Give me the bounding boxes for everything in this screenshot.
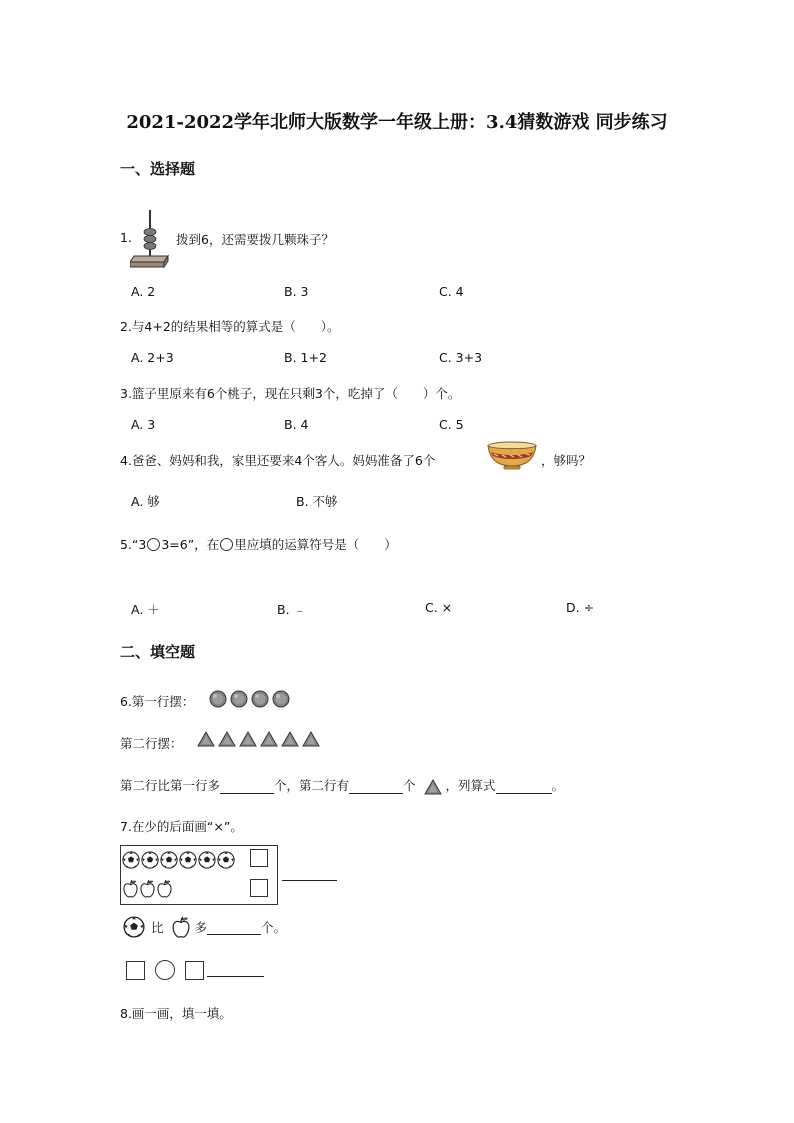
row-1-discs (209, 690, 290, 708)
soccer-ball-icon (160, 851, 178, 869)
section-heading-fill: 二、填空题 (120, 643, 196, 661)
question-5-part-2: 3=6”，在 (161, 537, 220, 552)
question-7-compare-1: 比 (151, 920, 164, 935)
disc-icon (209, 690, 227, 708)
question-4-option-b[interactable]: B. 不够 (296, 494, 338, 509)
question-6-part-1: 第二行比第一行多 (120, 778, 221, 793)
triangle-icon (218, 731, 236, 747)
answer-box-apples[interactable] (250, 879, 268, 897)
question-1-option-c[interactable]: C. 4 (439, 284, 464, 299)
row-2-triangles (197, 731, 320, 747)
question-4-option-a[interactable]: A. 够 (131, 494, 160, 509)
question-1-text: 拨到6，还需要拨几颗珠子？ (176, 232, 334, 247)
bowl-icon (486, 441, 538, 474)
question-8-text: 8.画一画，填一填。 (120, 1006, 232, 1021)
question-2-text: 2.与4+2的结果相等的算式是（ ）。 (120, 319, 340, 334)
section-heading-choice: 一、选择题 (120, 160, 196, 178)
question-1-option-a[interactable]: A. 2 (131, 284, 156, 299)
number-box[interactable] (185, 961, 204, 980)
question-3-option-b[interactable]: B. 4 (284, 417, 309, 432)
operator-circle-icon (147, 538, 160, 551)
triangle-icon (302, 731, 320, 747)
question-3-option-a[interactable]: A. 3 (131, 417, 156, 432)
disc-icon (272, 690, 290, 708)
question-7-compare-3: 个。 (261, 920, 287, 935)
question-5-option-a[interactable]: A. ＋ (131, 602, 160, 617)
compare-box (120, 845, 278, 905)
soccer-ball-icon (198, 851, 216, 869)
question-2-option-b[interactable]: B. 1+2 (284, 350, 327, 365)
question-6-part-3: 个 (403, 778, 416, 793)
triangle-icon (424, 779, 442, 795)
apple-icon (140, 879, 155, 898)
soccer-ball-icon (217, 851, 235, 869)
apple-icon (123, 879, 138, 898)
apple-icon (157, 879, 172, 898)
question-6-row-2-label: 第二行摆： (120, 736, 183, 751)
question-6-part-4: ，列算式 (445, 778, 496, 793)
soccer-ball-icon (123, 916, 145, 938)
operator-circle-icon (220, 538, 233, 551)
answer-line[interactable] (282, 880, 337, 881)
disc-icon (230, 690, 248, 708)
question-4-text-end: ，够吗？ (541, 453, 592, 468)
answer-box-balls[interactable] (250, 849, 268, 867)
question-7-compare-2: 多 (194, 920, 208, 935)
abacus-icon (130, 208, 170, 273)
apple-icon (172, 915, 190, 939)
question-6-sentence (120, 776, 564, 795)
question-4-text: 4.爸爸、妈妈和我，家里还要来4个客人。妈妈准备了6个 (120, 453, 436, 468)
triangle-icon (260, 731, 278, 747)
answer-blank[interactable] (349, 778, 403, 794)
number-box[interactable] (126, 961, 145, 980)
soccer-ball-icon (141, 851, 159, 869)
question-6-row-1-label: 6.第一行摆： (120, 694, 195, 709)
soccer-ball-icon (179, 851, 197, 869)
soccer-ball-icon (122, 851, 140, 869)
balls-row (122, 851, 235, 869)
question-5-part-3: 里应填的运算符号是（ ） (234, 537, 397, 552)
triangle-icon (197, 731, 215, 747)
disc-icon (251, 690, 269, 708)
page-title: 2021-2022学年北师大版数学一年级上册：3.4猜数游戏 同步练习 (126, 112, 668, 133)
question-5-option-c[interactable]: C. × (425, 600, 453, 615)
question-1-number: 1. (120, 230, 132, 245)
triangle-icon (239, 731, 257, 747)
question-5-part-1: 5.“3 (120, 537, 147, 552)
answer-blank[interactable] (496, 778, 552, 794)
question-2-option-a[interactable]: A. 2+3 (131, 350, 174, 365)
answer-blank[interactable] (220, 778, 274, 794)
equation-boxes (126, 960, 204, 980)
question-5-text (120, 535, 397, 553)
question-3-text: 3.篮子里原来有6个桃子，现在只剩3个，吃掉了（ ）个。 (120, 386, 461, 401)
question-5-option-d[interactable]: D. ÷ (566, 600, 595, 615)
operator-circle[interactable] (155, 960, 175, 980)
question-6-part-5: 。 (551, 778, 565, 793)
question-7-compare (123, 915, 286, 939)
apples-row (123, 879, 172, 898)
question-5-option-b[interactable]: B. ﹣ (277, 602, 307, 617)
answer-line[interactable] (207, 976, 264, 977)
question-7-text: 7.在少的后面画“×”。 (120, 819, 243, 834)
triangle-icon (281, 731, 299, 747)
question-2-option-c[interactable]: C. 3+3 (439, 350, 483, 365)
question-6-part-2: 个，第二行有 (274, 778, 350, 793)
question-1-option-b[interactable]: B. 3 (284, 284, 309, 299)
question-3-option-c[interactable]: C. 5 (439, 417, 464, 432)
answer-blank[interactable] (207, 920, 261, 935)
